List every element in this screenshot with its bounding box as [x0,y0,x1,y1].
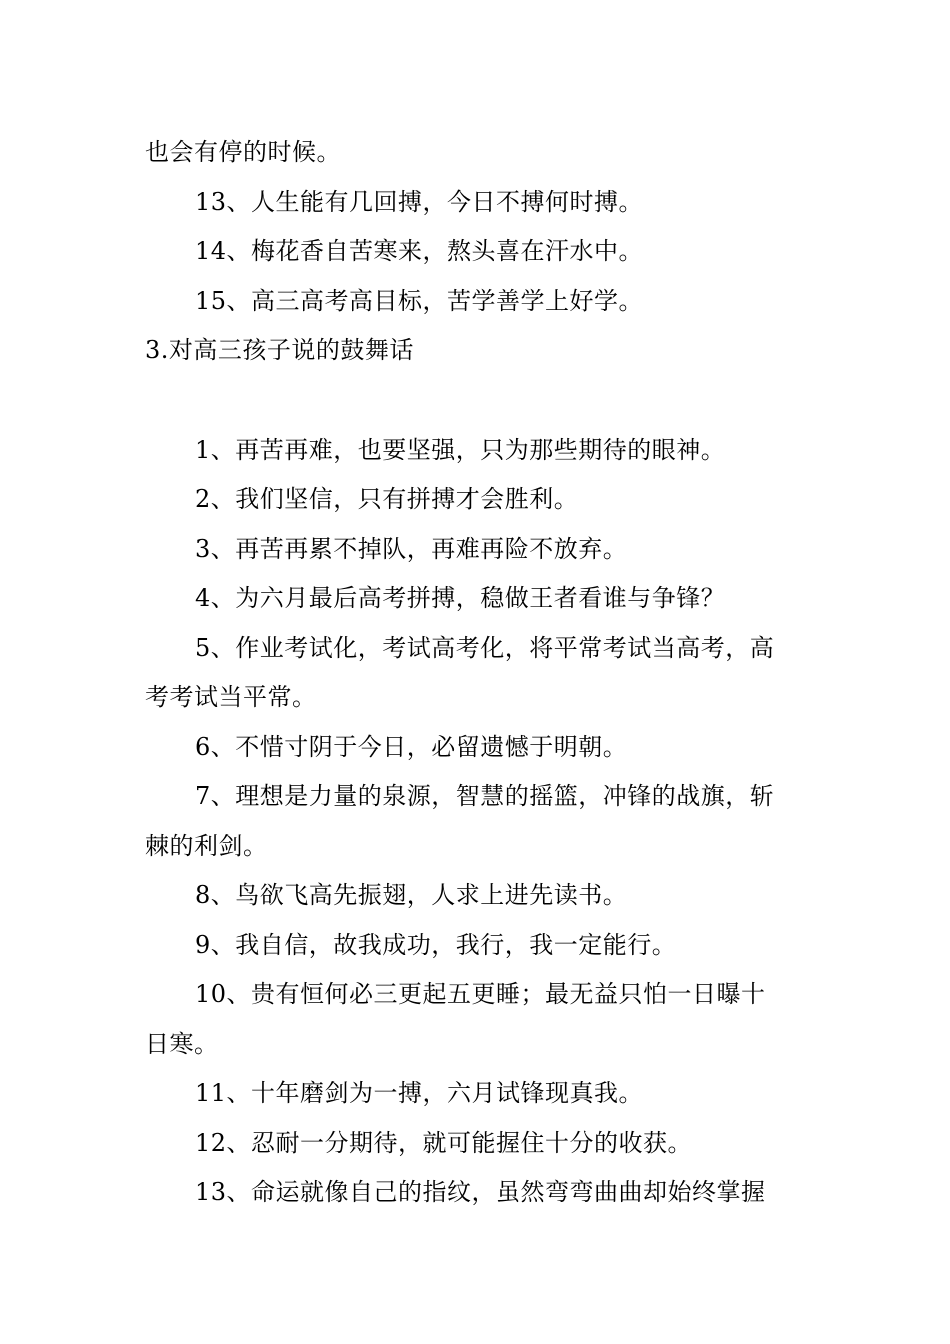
list-item: 1、再苦再难，也要坚强，只为那些期待的眼神。 [195,435,726,464]
list-item: 13、人生能有几回搏，今日不搏何时搏。 [195,187,644,216]
list-item: 6、不惜寸阴于今日，必留遗憾于明朝。 [195,732,628,761]
list-item-continuation: 日寒。 [145,1029,219,1058]
text-line: 也会有停的时候。 [145,138,341,166]
list-item: 5、作业考试化，考试高考化，将平常考试当高考，高 [195,633,775,662]
list-item: 4、为六月最后高考拼搏，稳做王者看谁与争锋？ [195,584,726,612]
section-heading: 3.对高三孩子说的鼓舞话 [145,336,414,364]
spacer [145,376,810,426]
list-item: 12、忍耐一分期待，就可能握住十分的收获。 [195,1128,693,1157]
list-item-continuation: 棘的利剑。 [145,831,268,860]
list-item: 13、命运就像自己的指纹，虽然弯弯曲曲却始终掌握 [195,1178,766,1206]
list-item: 3、再苦再累不掉队，再难再险不放弃。 [195,534,628,563]
list-item: 7、理想是力量的泉源，智慧的摇篮，冲锋的战旗，斩 [195,782,775,810]
list-item: 11、十年磨剑为一搏，六月试锋现真我。 [195,1079,644,1107]
list-item: 14、梅花香自苦寒来，熬头喜在汗水中。 [195,237,644,265]
list-item: 15、高三高考高目标，苦学善学上好学。 [195,286,644,315]
list-item: 9、我自信，故我成功，我行，我一定能行。 [195,930,677,959]
list-item: 2、我们坚信，只有拼搏才会胜利。 [195,485,579,513]
list-item: 8、鸟欲飞高先振翅，人求上进先读书。 [195,881,628,909]
list-item: 10、贵有恒何必三更起五更睡；最无益只怕一日曝十 [195,980,766,1008]
list-item-continuation: 考考试当平常。 [145,683,317,711]
